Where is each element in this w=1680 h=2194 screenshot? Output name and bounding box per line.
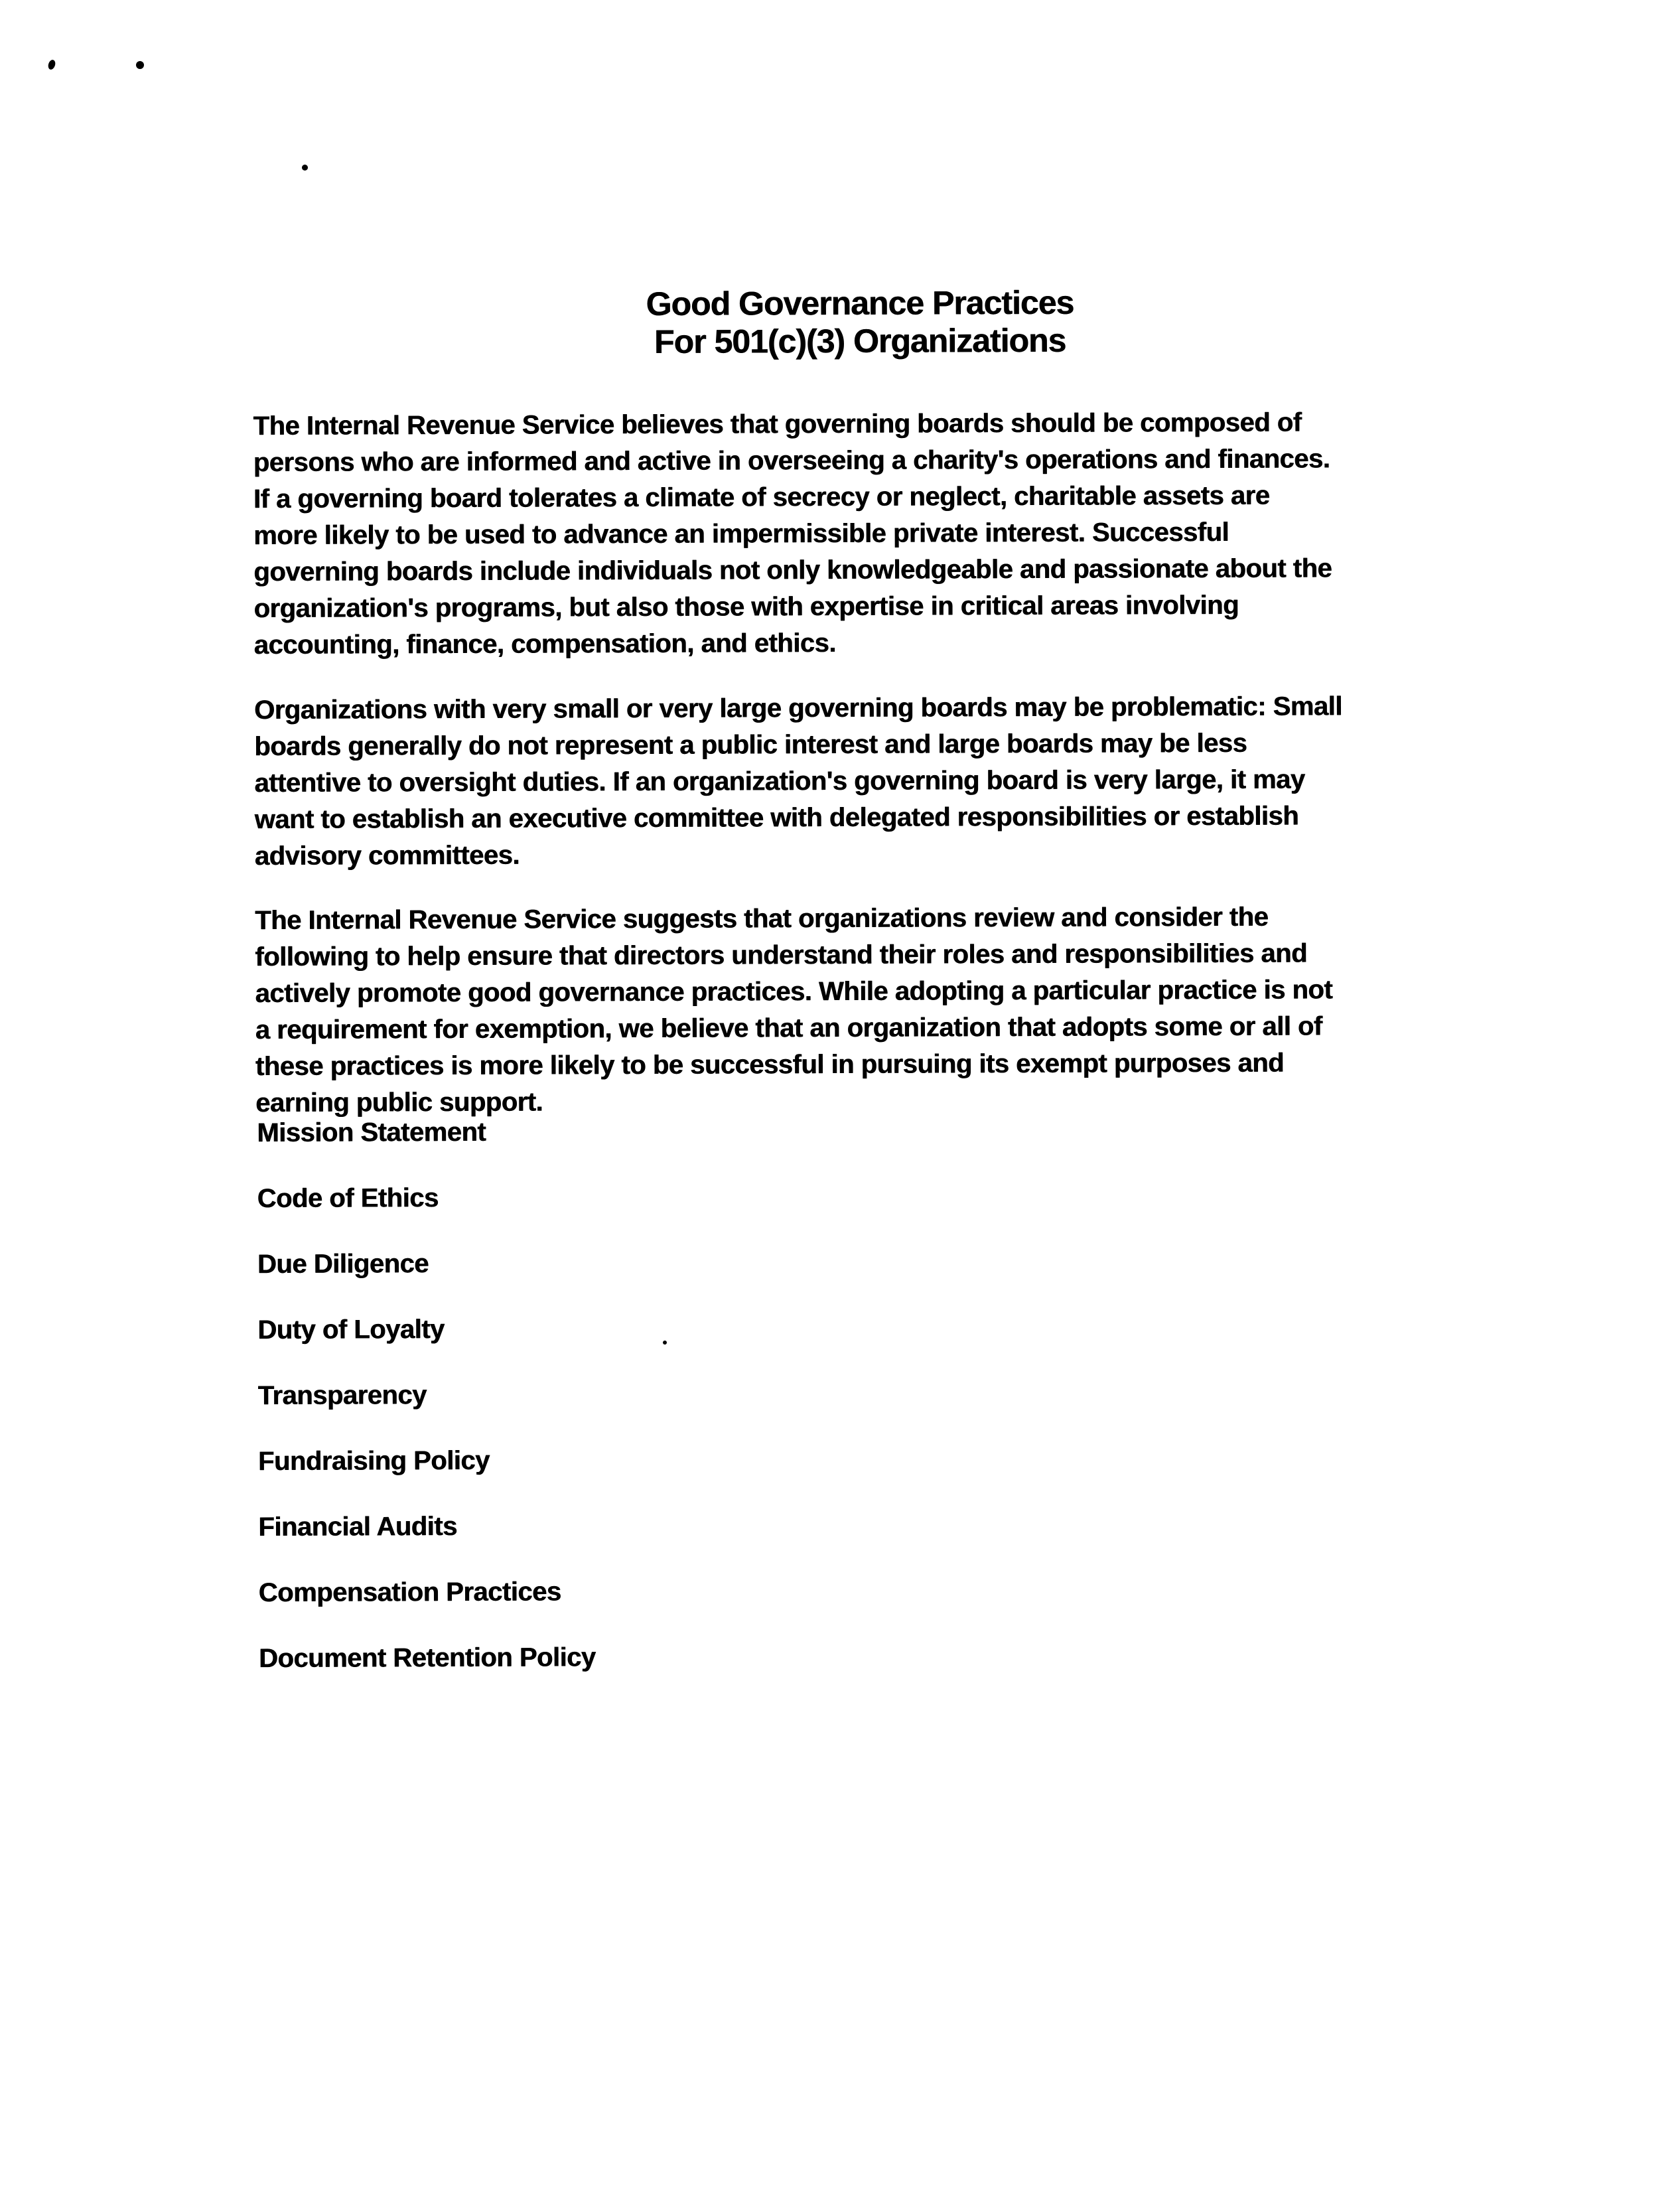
list-item: Document Retention Policy <box>258 1643 596 1674</box>
list-item: Transparency <box>257 1380 427 1411</box>
paragraph-board-size: Organizations with very small or very large governing boards may be problematic: Small boards generally do not represent a public interest and large boards may be less attentive to oversight duties. If an organization's governing board is very large, it may want to establish an executive committee with delegated responsibilities or establish advisory committees. <box>253 692 1342 871</box>
paragraph-irs-suggestions: The Internal Revenue Service suggests that organizations review and consider the following to help ensure that directors understand their roles and responsibilities and actively promote good governance practices. While adopting a particular practice is not a requirement for exemption, we believe that an organization that adopts some or all of these practices is more likely to be successful in pursuing its exempt purposes and earning public support. <box>254 902 1333 1118</box>
list-item: Financial Audits <box>258 1512 457 1542</box>
list-item: Fundraising Policy <box>257 1445 490 1477</box>
list-item: Compensation Practices <box>258 1577 561 1608</box>
document-title: Good Governance Practices For 501(c)(3) Organizations <box>646 283 1074 360</box>
paragraph-board-composition: The Internal Revenue Service believes that governing boards should be composed of persons who are informed and active in overseeing a charity's operations and finances. If a governing board tolerates a climate of secrecy or neglect, charitable assets are more likely to be used to advance an impermissible private interest. Successful governing boards include individuals not only knowledgeable and passionate about the organization's programs, but also those with expertise in critical areas involving accounting, finance, compensation, and ethics. <box>253 407 1332 660</box>
governance-practices-list <box>257 1112 1188 1706</box>
list-item: Due Diligence <box>257 1249 429 1280</box>
list-item: Mission Statement <box>257 1117 486 1148</box>
list-item: Code of Ethics <box>257 1183 439 1214</box>
list-item: Duty of Loyalty <box>257 1315 445 1345</box>
